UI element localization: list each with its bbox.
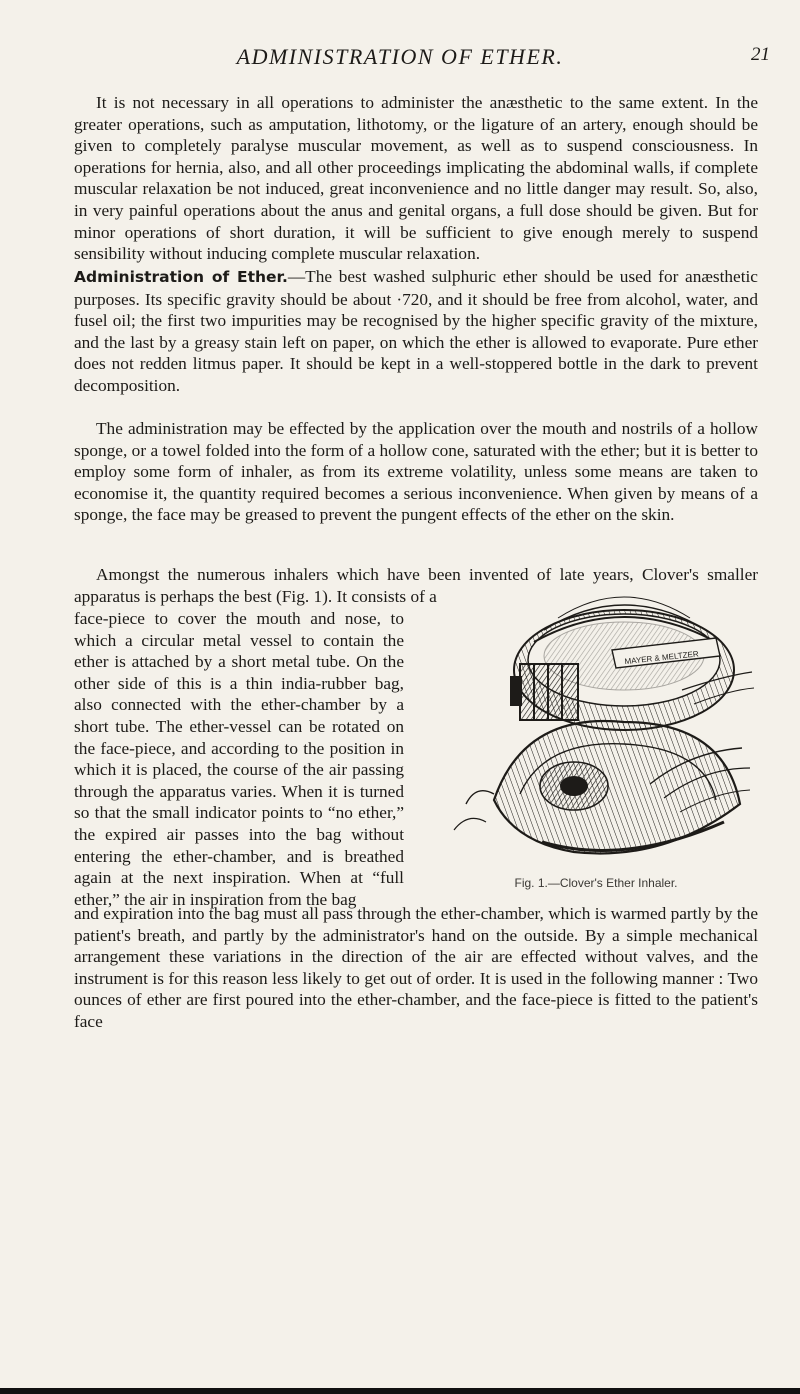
paragraph-text: face-piece to cover the mouth and nose, to which a circular metal vessel to contain the ether is attached by a short metal tube. On the other side of this is a thin india-rubber bag, also connected with the ether-chamber by a short tube. The ether-vessel can be rotated on the face-piece, and according to the position in which it is placed, the course of the air passing through the apparatus varies. When it is turned so that the small indicator points to “no ether,” the expired air passes into the bag without entering the ether-chamber, and is breathed again at the next inspiration. When at “full ether,” the air in inspiration from the bag <box>74 609 404 909</box>
paragraph-inhaler-operation <box>74 903 758 1033</box>
figure-clover-inhaler <box>424 572 756 902</box>
page-number: 21 <box>751 44 770 65</box>
bottom-border <box>0 1388 800 1394</box>
paragraph-administration-of-ether <box>74 266 758 397</box>
connector-tube-shape <box>510 664 578 720</box>
paragraph-inhaler-description <box>74 608 404 910</box>
paragraph-text: It is not necessary in all operations to administer the anæsthetic to the same extent. In the greater operations, such as amputation, lithotomy, or the ligature of an artery, enough should be given to completely paralyse muscular movement, as well as to suspend consciousness. In operations for hernia, also, and all other proceedings implicating the abdominal walls, if complete muscular relaxation be not induced, great inconvenience and no little danger may result. So, also, in very painful operations about the anus and genital organs, a full dose should be given. But for minor operations of short duration, it will be sufficient to give enough merely to suspend sensibility without inducing complete muscular relaxation. <box>74 93 758 264</box>
paragraph-text: —The best washed sulphuric ether should be used for anæsthetic purposes. Its specific gravity should be about ·720, and it should be free from alcohol, water, and fusel oil; the first two impurities may be recognised by the higher specific gravity of the mixture, and the last by a greasy stain left on paper, on which the ether is allowed to evaporate. Pure ether does not redden litmus paper. It should be kept in a well-stoppered bottle in the dark to prevent decomposition. <box>74 267 758 395</box>
figure-caption: Fig. 1.—Clover's Ether Inhaler. <box>514 876 678 890</box>
maker-label: MAYER & MELTZER <box>624 649 700 667</box>
paragraph-text: Amongst the numerous inhalers which have been invented of late years, Clover's smaller apparatus is perhaps the best (Fig. 1). It consists of a <box>74 565 758 606</box>
paragraph-text: and expiration into the bag must all pass through the ether-chamber, which is warmed partly by the patient's breath, and partly by the administrator's hand on the outside. By a simple mechanical arrangement these variations in the direction of the air are effected without valves, and the instrument is for this reason less likely to get out of order. It is used in the following manner : Two ounces of ether are first poured into the ether-chamber, and the face-piece is fitted to the patient's face <box>74 904 758 1031</box>
paragraph-operations-extent <box>74 92 758 265</box>
paragraph-text: The administration may be effected by the application over the mouth and nostrils of a hollow sponge, or a towel folded into the form of a hollow cone, saturated with the ether; but it is better to employ some form of inhaler, as from its extreme volatility, unless some means are taken to economise it, the quantity required becomes a serious inconvenience. When given by means of a sponge, the face may be greased to prevent the pungent effects of the ether on the skin. <box>74 419 758 525</box>
section-heading: Administration of Ether. <box>74 268 288 286</box>
clover-ether-inhaler-engraving <box>424 572 756 872</box>
paragraph-sponge-method <box>74 418 758 526</box>
running-title: ADMINISTRATION OF ETHER. <box>236 44 564 69</box>
page-header <box>0 44 800 74</box>
